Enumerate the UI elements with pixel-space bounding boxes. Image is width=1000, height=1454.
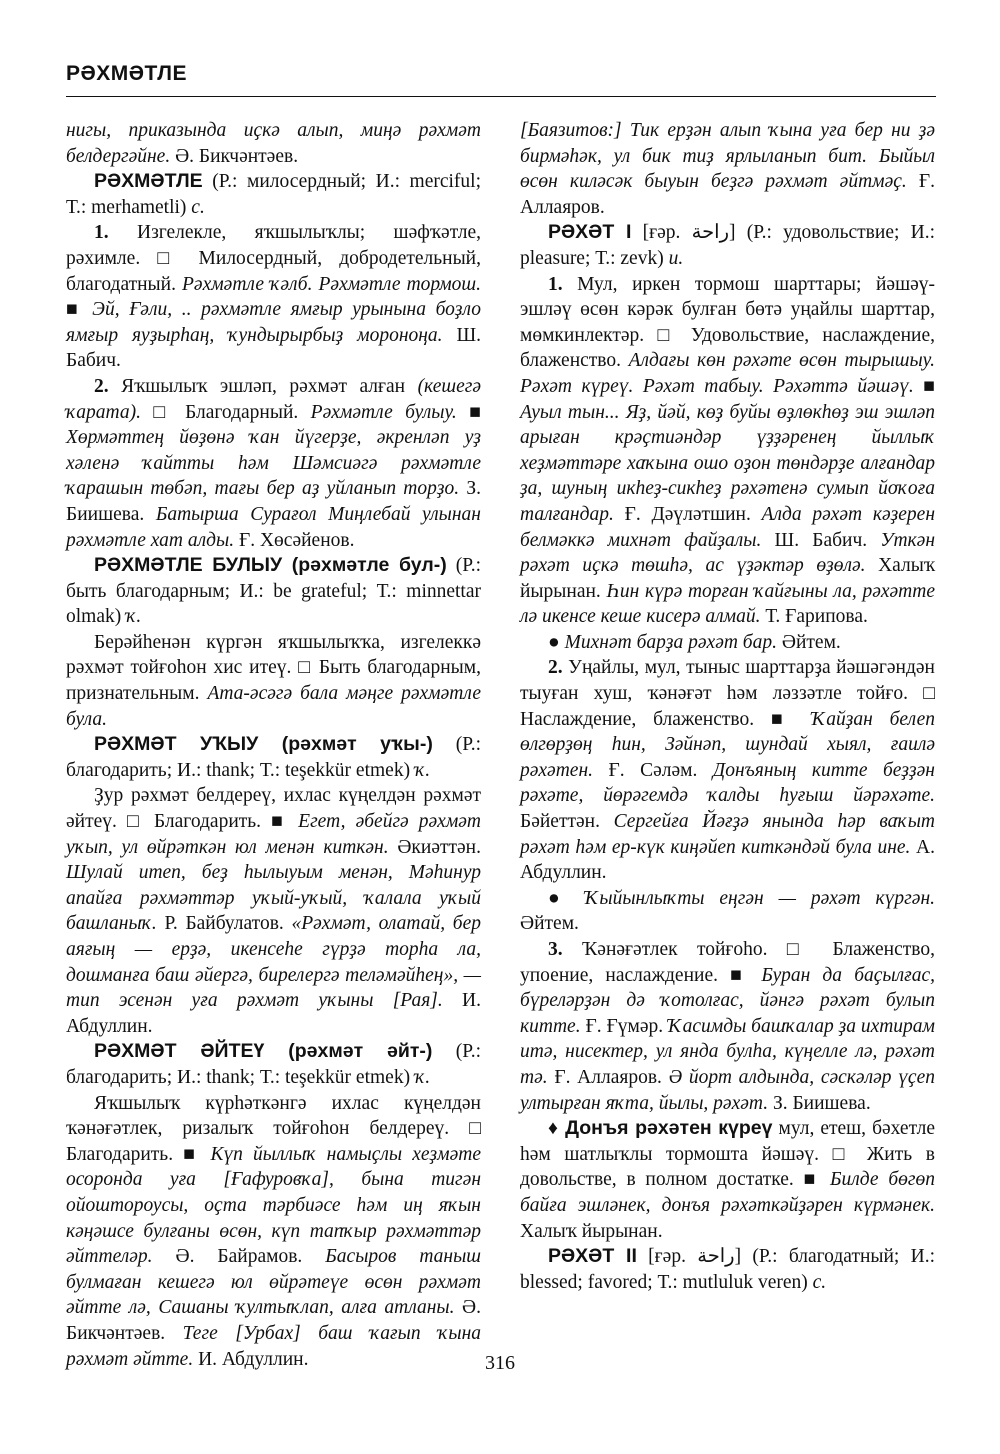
entry-rahmatle-bulyu-def: Берәйһенән күргән яҡшылыҡҡа, изгелеккә рәхмәт тойғоһон хис итеү. □ Быть благодарным, признательным. Ата-әсәгә бала мәңге рәхмәтле була. (66, 631, 481, 730)
running-head: РӘХМӘТЛЕ (66, 62, 188, 85)
proverb: ● Ҡыйынлыҡты еңгән — рәхәт күргән. Әйтем. (520, 887, 935, 935)
entry-rahmat-ukyu-def: Ҙур рәхмәт белдереү, ихлас күңелдән рәхмәт әйтеү. □ Благодарить. ■ Егет, әбейгә рәхмәт уҡып, ул өйрәткән юл менән киткән. Әкиәттән. Шулай итеп, беҙ һылыуым менән, Мәһинур апайға рәхмәттәр уҡый-уҡый, ҡалала уҡый башланыҡ. Р. Байбулатов. «Рәхмәт, олатай, бер аяғың — ерҙә, икенсеһе гүрҙә торһа ла, дошманға баш әйергә, бирелергә теләмәйһең», — тип эсенән уға рәхмәт уҡыны [Рая]. И. Абдуллин. (66, 785, 482, 1037)
entry-rahat-1-sense-2: 2. Уңайлы, мул, тыныс шарттарҙа йәшәгәндән тыуған хуш, ҡәнәғәт һәм ләззәтле тойғо. □ Наслаждение, блаженство. ■ Ҡайҙан белеп өлгөрҙөң һин, Зәйнәп, шундай хыял, ғаилә рәхәтен. Ғ. Сәләм. Донъяның китте беҙҙән рәхәте, йөрәгемдә ҡалды һуғыш йәрәхәте. Бәйеттән. Сергейға Йәғҙә янында һәр ваҡыт рәхәт һәм ер-күк киңәйеп киткәндәй була ине. А. Абдуллин. (520, 657, 935, 884)
entry-rahmatle-sense-1: 1. Изгелекле, яҡшылыҡлы; шәфҡәтле, рәхимле. □ Милосердный, добродетельный, благодатный. Рәхмәтле ҡәлб. Рәхмәтле тормош. ■ Эй, Ғәли, .. рәхмәтле ямғыр урынына боҙло ямғыр яуҙырһаң, ҡундырырбыҙ мороноңа. Ш. Бабич. (66, 222, 481, 372)
entry-rahmatle: РӘХМӘТЛЕ (Р.: милосердный; И.: merciful; Т.: merhametli) с. (66, 170, 481, 218)
entry-rahmatle-sense-2: 2. Яҡшылыҡ эшләп, рәхмәт алған (кешегә ҡарата). □ Благодарный. Рәхмәтле булыу. ■ Хөрмәттең йөҙөнә ҡан йүгерҙе, әкренләп уҙ хәленә ҡайтты һәм Шәмсиәгә рәхмәтле ҡарашын төбәп, тағы бер аҙ уйланып торҙо. З. Биишева. Батырша Сурағол Миңлебай улынан рәхмәтле хат алды. Ғ. Хөсәйенов. (66, 375, 481, 551)
continuation-paragraph-right: [Баязитов:] Тик ерҙән алып ҡына уға бер ни ҙә бирмәһәк, ул бик тиҙ ярлыланып бит. Быйыл өсөн киләсәк быуын беҙгә рәхмәт әйтмәҫ. Ғ. Аллаяров. (520, 120, 935, 218)
entry-rahat-2: РӘХӘТ II [ғәр. راحة] (Р.: благодатный; И.: blessed; favored; Т.: mutluluk veren) с. (520, 1245, 936, 1293)
idiom-donya-rahaten-kureu: ♦ Донъя рәхәтен күреү мул, етеш, бәхетле һәм шатлыҡлы тормошта йәшәү. □ Жить в довольстве, в полном достатке. ■ Билде бөгөп байға эшләнек, донъя рәхәткәйҙәрен күрмәнек. Халыҡ йырынан. (520, 1117, 936, 1242)
entry-rahat-1: РӘХӘТ I [ғәр. راحة] (Р.: удовольствие; И.: pleasure; Т.: zevk) и. (520, 221, 935, 269)
entry-rahmat-aiteu: РӘХМӘТ ӘЙТЕҮ (рәхмәт әйт-) (Р.: благодарить; И.: thank; Т.: teşekkür etmek) ҡ. (66, 1040, 481, 1088)
page-number: 316 (485, 1352, 515, 1374)
proverb: ● Михнәт барҙа рәхәт бар. Әйтем. (548, 631, 841, 653)
entry-rahmatle-bulyu: РӘХМӘТЛЕ БУЛЫУ (рәхмәтле бул-) (Р.: быть благодарным; И.: be grateful; Т.: minnettar olmak) ҡ. (66, 554, 481, 628)
continuation-paragraph: нигы, приказында иҫкә алып, миңә рәхмәт белдергәйне. Ә. Бикчәнтәев. (66, 120, 481, 167)
entry-rahmat-aiteu-def: Яҡшылыҡ күрһәткәнгә ихлас күңелдән ҡәнәғәтлек, ризалыҡ тойғоһон белдереү. □ Благодарить. ■ Күп йыллыҡ намыҫлы хеҙмәте осоронда уға [Ғафуровҡа], бына тигән ойоштороусы, оҫта тәрбиәсе һәм иң яҡын кәңәшсе булғаны өсөн, күп тапҡыр рәхмәттәр әйттеләр. Ә. Байрамов. Басыров таныш булмаған кешегә юл өйрәтеүе өсөн рәхмәт әйтте лә, Сашаны ҡултыҡлап, алға атланы. Ә. Бикчәнтәев. Теге [Урбах] баш ҡағып ҡына рәхмәт әйтте. И. Абдуллин. (66, 1092, 482, 1370)
left-column (66, 118, 481, 1372)
entry-rahat-1-sense-3: 3. Ҡәнәғәтлек тойғоһо. □ Блаженство, упоение, наслаждение. ■ Буран да баҫылғас, бүреләрҙән дә ҡотолғас, йәнгә рәхәт булып китте. Ғ. Ғүмәр. Ҡасимды башҡалар ҙа ихтирам итә, нисектер, ул янда булһа, күңелле лә, рәхәт тә. Ғ. Аллаяров. Ә йорт алдында, сәскәләр үҫеп ултырған яҡта, йылы, рәхәт. З. Биишева. (520, 939, 936, 1114)
entry-rahat-1-sense-1: 1. Мул, иркен тормош шарттары; йәшәү-эшләү өсөн кәрәк булған бөтә уңайлы шарттар, мөмкинлектәр. □ Удовольствие, наслаждение, блаженство. Алдағы көн рәхәте өсөн тырышыу. Рәхәт күреү. Рәхәт табыу. Рәхәттә йәшәү. ■ Ауыл тын... Яҙ, йәй, көҙ буйы өҙлөкһөҙ эш эшләп арыған крәҫтиәндәр үҙҙәренең йыллыҡ хеҙмәттәре хаҡына ошо оҙон төндәрҙе алғандар ҙа, шуның икһеҙ-сикһеҙ рәхәтенә сумып йоҡоға талғандар. Ғ. Дәүләтшин. Алда рәхәт кәҙерен белмәккә михнәт файҙалы. Ш. Бабич. Уткән рәхәт иҫкә төшһә, ас үҙәктәр өҙөлә. Халыҡ йырынан. Һин күрә торған ҡайғыны ла, рәхәтте лә икенсе кеше кисерә алмай. Т. Ғарипова. (520, 273, 935, 628)
entry-rahmat-ukyu: РӘХМӘТ УҠЫУ (рәхмәт уҡы-) (Р.: благодарить; И.: thank; Т.: teşekkür etmek) ҡ. (66, 733, 481, 781)
header-rule (66, 96, 936, 97)
right-column (520, 118, 935, 1295)
